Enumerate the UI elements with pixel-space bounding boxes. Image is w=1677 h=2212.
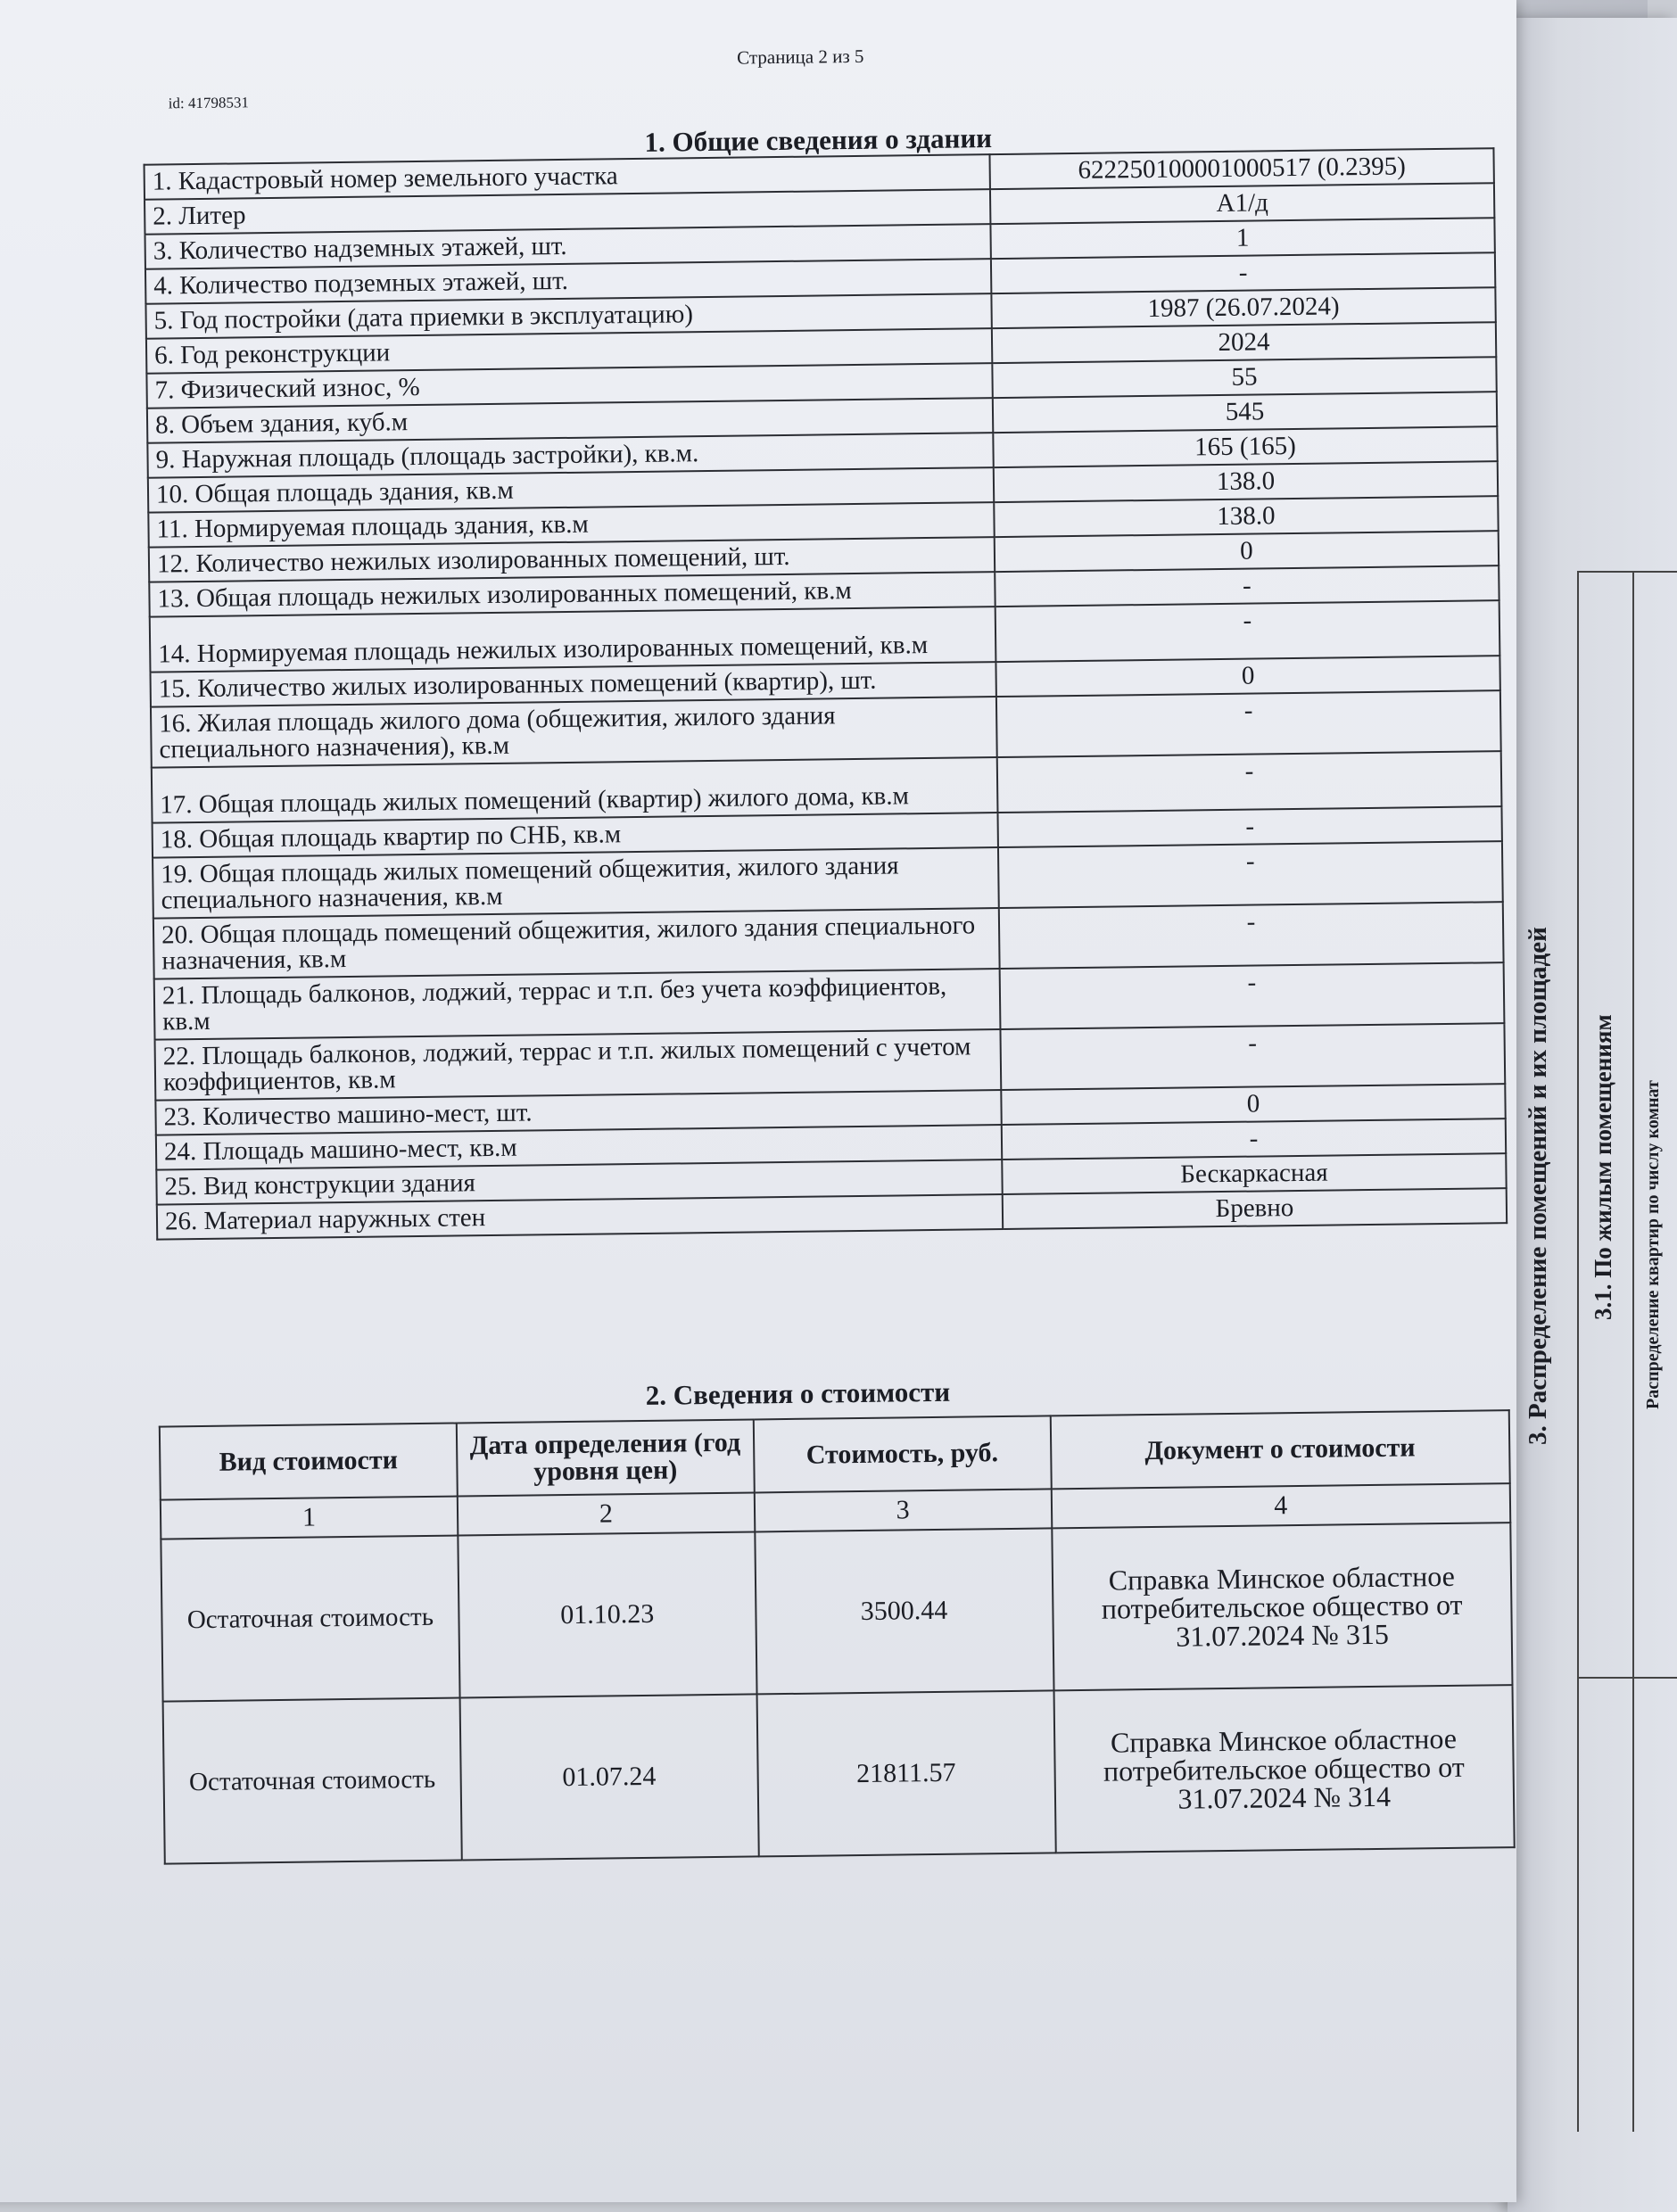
cost-document-cell: Справка Минское областное потребительское общество от 31.07.2024 № 315: [1052, 1523, 1513, 1690]
adjacent-table-border: [1577, 571, 1677, 573]
cost-type-cell: Остаточная стоимость: [163, 1698, 462, 1864]
info-label: 26. Материал наружных стен: [157, 1194, 1003, 1240]
column-number: 1: [161, 1497, 458, 1539]
document-id: id: 41798531: [168, 94, 250, 112]
cost-document-cell: Справка Минское областное потребительское общество от 31.07.2024 № 314: [1053, 1685, 1515, 1853]
info-label: 2. Литер: [145, 189, 990, 235]
adjacent-table-border: [1577, 1677, 1677, 1679]
info-value: 55: [992, 357, 1496, 398]
info-value: 138.0: [994, 461, 1498, 502]
column-number: 4: [1051, 1483, 1510, 1528]
info-value: -: [998, 841, 1503, 908]
info-label: 3. Количество надземных этажей, шт.: [145, 224, 990, 269]
info-value: -: [995, 565, 1499, 607]
header-cost: Стоимость, руб.: [753, 1416, 1051, 1492]
info-label: 19. Общая площадь жилых помещений общежития, жилого здания специального назначения, кв.м: [153, 847, 999, 919]
subsection31-title: 3.1. По жилым помещениям: [1590, 1014, 1616, 1320]
info-value: -: [1002, 1118, 1506, 1160]
column-number: 2: [458, 1492, 755, 1535]
building-info-table: [144, 147, 1508, 1240]
cost-value-cell: 21811.57: [756, 1690, 1055, 1856]
info-label: 25. Вид конструкции здания: [156, 1160, 1002, 1205]
info-label: 17. Общая площадь жилых помещений (квартир) жилого дома, кв.м: [152, 757, 998, 823]
info-value: -: [991, 252, 1495, 293]
adjacent-table-border: [1632, 571, 1634, 2132]
info-label: 8. Объем здания, куб.м: [147, 398, 993, 443]
info-label: 11. Нормируемая площадь здания, кв.м: [148, 502, 994, 548]
info-value: -: [1000, 962, 1505, 1029]
column-number: 3: [755, 1489, 1052, 1531]
info-value: 1987 (26.07.2024): [991, 287, 1495, 328]
info-value: -: [999, 902, 1504, 969]
info-value: 2024: [992, 322, 1496, 363]
info-label: 21. Площадь балконов, лоджий, террас и т.п. без учета коэффициентов, кв.м: [154, 969, 1001, 1040]
info-value: 0: [995, 531, 1499, 572]
rooms-distribution-column-title: Распределение квартир по числу комнат: [1643, 1080, 1663, 1409]
info-value: 622250100001000517 (0.2395): [989, 148, 1493, 189]
info-value: Бревно: [1003, 1188, 1507, 1229]
info-value: 165 (165): [993, 426, 1497, 467]
info-label: 13. Общая площадь нежилых изолированных помещений, кв.м: [149, 572, 995, 617]
info-label: 15. Количество жилых изолированных помещений (квартир), шт.: [150, 662, 995, 707]
section2-title: 2. Сведения о стоимости: [645, 1375, 951, 1411]
cost-row: [161, 1523, 1512, 1701]
info-value: -: [996, 690, 1501, 757]
cost-row: [163, 1685, 1515, 1863]
info-label: 22. Площадь балконов, лоджий, террас и т.п. жилых помещений с учетом коэффициентов, кв.м: [155, 1029, 1002, 1101]
header-document: Документ о стоимости: [1050, 1410, 1509, 1489]
header-date: Дата определения (год уровня цен): [457, 1419, 755, 1496]
adjacent-table-border: [1577, 571, 1579, 2132]
info-value: А1/д: [990, 183, 1494, 224]
info-value: -: [995, 600, 1500, 662]
cost-value-cell: 3500.44: [755, 1528, 1053, 1694]
info-value: 0: [995, 656, 1499, 697]
cost-type-cell: Остаточная стоимость: [161, 1536, 459, 1702]
info-label: 23. Количество машино-мест, шт.: [155, 1090, 1001, 1135]
info-label: 24. Площадь машино-мест, кв.м: [156, 1125, 1002, 1170]
info-value: 1: [990, 218, 1494, 259]
page-number: Страница 2 из 5: [736, 45, 864, 69]
section1-title: 1. Общие сведения о здании: [644, 122, 993, 158]
info-label: 4. Количество подземных этажей, шт.: [145, 259, 991, 304]
info-label: 1. Кадастровый номер земельного участка: [145, 154, 990, 200]
header-cost-type: Вид стоимости: [160, 1424, 458, 1500]
info-value: -: [997, 751, 1502, 813]
cost-date-cell: 01.10.23: [458, 1531, 756, 1697]
info-value: 0: [1001, 1084, 1505, 1125]
cost-table: [159, 1409, 1516, 1864]
info-value: -: [997, 806, 1501, 847]
info-value: 138.0: [994, 496, 1498, 537]
info-value: -: [1000, 1023, 1505, 1090]
info-label: 20. Общая площадь помещений общежития, жилого здания специального назначения, кв.м: [153, 908, 1000, 979]
adjacent-page: [1508, 18, 1677, 2212]
info-label: 14. Нормируемая площадь нежилых изолированных помещений, кв.м: [150, 607, 996, 673]
info-label: 12. Количество нежилых изолированных помещений, шт.: [149, 537, 995, 582]
info-label: 10. Общая площадь здания, кв.м: [148, 467, 994, 513]
info-label: 16. Жилая площадь жилого дома (общежития, жилого здания специального назначения), кв.м: [151, 697, 997, 768]
info-label: 7. Физический износ, %: [146, 363, 992, 409]
info-label: 18. Общая площадь квартир по СНБ, кв.м: [153, 813, 998, 858]
info-value: Бескаркасная: [1002, 1153, 1506, 1194]
info-label: 5. Год постройки (дата приемки в эксплуатацию): [145, 293, 991, 339]
info-label: 9. Наружная площадь (площадь застройки), кв.м.: [147, 433, 993, 478]
info-value: 545: [993, 392, 1497, 433]
info-label: 6. Год реконструкции: [146, 328, 992, 374]
cost-date-cell: 01.07.24: [459, 1694, 758, 1860]
section3-title: 3. Распределение помещений и их площадей: [1524, 927, 1552, 1445]
